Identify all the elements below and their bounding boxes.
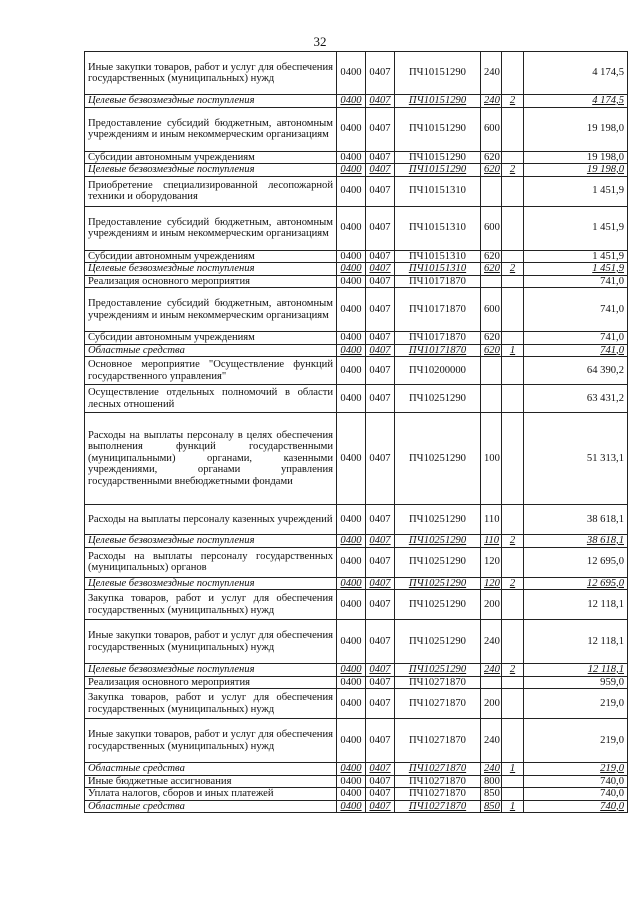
row-expense-type: 800: [481, 775, 502, 788]
row-target-article: ПЧ10271870: [395, 775, 481, 788]
row-source-code: [502, 676, 524, 689]
row-target-article: ПЧ10151290: [395, 95, 481, 108]
row-name: Расходы на выплаты персоналу в целях обеспечения выполнения функций государственными (муниципальными) органами, казенными учреждениями, органами управления государственными внебюджетными фондами: [85, 413, 337, 505]
row-amount: 63 431,2: [524, 385, 628, 413]
row-source-code: 1: [502, 344, 524, 357]
row-section: 0400: [337, 775, 366, 788]
row-amount: 12 695,0: [524, 577, 628, 590]
row-name: Иные закупки товаров, работ и услуг для обеспечения государственных (муниципальных) нужд: [85, 620, 337, 664]
row-amount: 741,0: [524, 288, 628, 332]
row-source-code: 2: [502, 577, 524, 590]
row-expense-type: 620: [481, 250, 502, 263]
row-source-code: 2: [502, 535, 524, 548]
row-amount: 1 451,9: [524, 176, 628, 206]
row-expense-type: 240: [481, 719, 502, 763]
row-section: 0400: [337, 719, 366, 763]
row-amount: 12 118,1: [524, 620, 628, 664]
row-source-code: [502, 413, 524, 505]
row-expense-type: [481, 176, 502, 206]
row-target-article: ПЧ10271870: [395, 719, 481, 763]
table-row: [85, 620, 628, 664]
row-source-code: 2: [502, 164, 524, 177]
row-target-article: ПЧ10251290: [395, 620, 481, 664]
row-section: 0400: [337, 151, 366, 164]
row-expense-type: [481, 357, 502, 385]
table-row: [85, 250, 628, 263]
row-source-code: [502, 620, 524, 664]
row-target-article: ПЧ10251290: [395, 577, 481, 590]
row-expense-type: 240: [481, 52, 502, 95]
table-row: [85, 107, 628, 151]
row-amount: 19 198,0: [524, 107, 628, 151]
row-subsection: 0407: [366, 719, 395, 763]
row-name: Областные средства: [85, 344, 337, 357]
row-amount: 38 618,1: [524, 505, 628, 535]
row-amount: 741,0: [524, 344, 628, 357]
row-section: 0400: [337, 288, 366, 332]
row-section: 0400: [337, 52, 366, 95]
table-row: [85, 505, 628, 535]
table-row: [85, 344, 628, 357]
table-row: [85, 151, 628, 164]
row-target-article: ПЧ10271870: [395, 676, 481, 689]
row-section: 0400: [337, 676, 366, 689]
table-row: [85, 275, 628, 288]
row-subsection: 0407: [366, 357, 395, 385]
row-section: 0400: [337, 357, 366, 385]
row-amount: 1 451,9: [524, 263, 628, 276]
row-section: 0400: [337, 763, 366, 776]
row-section: 0400: [337, 664, 366, 677]
row-subsection: 0407: [366, 52, 395, 95]
table-row: [85, 664, 628, 677]
table-row: [85, 763, 628, 776]
row-name: Расходы на выплаты персоналу государственных (муниципальных) органов: [85, 547, 337, 577]
row-subsection: 0407: [366, 151, 395, 164]
row-amount: 51 313,1: [524, 413, 628, 505]
row-section: 0400: [337, 577, 366, 590]
table-row: [85, 176, 628, 206]
table-row: [85, 332, 628, 345]
row-target-article: ПЧ10171870: [395, 275, 481, 288]
row-subsection: 0407: [366, 664, 395, 677]
row-amount: 740,0: [524, 775, 628, 788]
row-section: 0400: [337, 263, 366, 276]
row-name: Целевые безвозмездные поступления: [85, 164, 337, 177]
row-source-code: 2: [502, 95, 524, 108]
row-expense-type: 120: [481, 577, 502, 590]
row-subsection: 0407: [366, 676, 395, 689]
row-name: Иные бюджетные ассигнования: [85, 775, 337, 788]
row-name: Реализация основного мероприятия: [85, 676, 337, 689]
row-amount: 740,0: [524, 800, 628, 813]
row-target-article: ПЧ10271870: [395, 689, 481, 719]
row-source-code: [502, 385, 524, 413]
row-expense-type: 110: [481, 505, 502, 535]
row-subsection: 0407: [366, 775, 395, 788]
row-amount: 959,0: [524, 676, 628, 689]
row-source-code: [502, 332, 524, 345]
row-subsection: 0407: [366, 206, 395, 250]
row-target-article: ПЧ10251290: [395, 547, 481, 577]
row-expense-type: 200: [481, 590, 502, 620]
row-expense-type: 850: [481, 788, 502, 801]
row-expense-type: 850: [481, 800, 502, 813]
row-target-article: ПЧ10271870: [395, 800, 481, 813]
table-body: [85, 52, 628, 813]
row-subsection: 0407: [366, 577, 395, 590]
row-target-article: ПЧ10271870: [395, 763, 481, 776]
row-target-article: ПЧ10171870: [395, 332, 481, 345]
row-section: 0400: [337, 275, 366, 288]
row-section: 0400: [337, 176, 366, 206]
row-target-article: ПЧ10171870: [395, 288, 481, 332]
row-subsection: 0407: [366, 164, 395, 177]
row-source-code: [502, 288, 524, 332]
row-section: 0400: [337, 206, 366, 250]
row-target-article: ПЧ10151290: [395, 151, 481, 164]
row-target-article: ПЧ10151290: [395, 164, 481, 177]
table-row: [85, 95, 628, 108]
row-section: 0400: [337, 800, 366, 813]
row-expense-type: 110: [481, 535, 502, 548]
row-source-code: 1: [502, 800, 524, 813]
row-target-article: ПЧ10151290: [395, 52, 481, 95]
row-source-code: [502, 151, 524, 164]
row-section: 0400: [337, 332, 366, 345]
table-row: [85, 590, 628, 620]
row-expense-type: 240: [481, 664, 502, 677]
row-amount: 12 695,0: [524, 547, 628, 577]
row-target-article: ПЧ10200000: [395, 357, 481, 385]
row-name: Закупка товаров, работ и услуг для обеспечения государственных (муниципальных) нужд: [85, 590, 337, 620]
table-row: [85, 800, 628, 813]
row-source-code: [502, 107, 524, 151]
row-expense-type: 620: [481, 151, 502, 164]
row-amount: 1 451,9: [524, 250, 628, 263]
row-amount: 19 198,0: [524, 151, 628, 164]
row-subsection: 0407: [366, 275, 395, 288]
row-source-code: [502, 357, 524, 385]
table-row: [85, 719, 628, 763]
row-expense-type: 240: [481, 620, 502, 664]
row-name: Целевые безвозмездные поступления: [85, 664, 337, 677]
row-subsection: 0407: [366, 689, 395, 719]
row-amount: 38 618,1: [524, 535, 628, 548]
row-target-article: ПЧ10151290: [395, 107, 481, 151]
row-target-article: ПЧ10151310: [395, 263, 481, 276]
row-subsection: 0407: [366, 547, 395, 577]
row-amount: 741,0: [524, 275, 628, 288]
table-row: [85, 775, 628, 788]
row-section: 0400: [337, 164, 366, 177]
row-name: Приобретение специализированной лесопожарной техники и оборудования: [85, 176, 337, 206]
row-amount: 64 390,2: [524, 357, 628, 385]
row-expense-type: 100: [481, 413, 502, 505]
row-name: Предоставление субсидий бюджетным, автономным учреждениям и иным некоммерческим организациям: [85, 206, 337, 250]
row-section: 0400: [337, 344, 366, 357]
table-row: [85, 547, 628, 577]
table-row: [85, 689, 628, 719]
budget-table: [84, 51, 628, 813]
row-source-code: [502, 505, 524, 535]
row-source-code: 2: [502, 664, 524, 677]
row-section: 0400: [337, 689, 366, 719]
row-source-code: [502, 547, 524, 577]
row-amount: 1 451,9: [524, 206, 628, 250]
row-source-code: [502, 275, 524, 288]
row-name: Субсидии автономным учреждениям: [85, 151, 337, 164]
row-target-article: ПЧ10251290: [395, 413, 481, 505]
row-expense-type: 240: [481, 763, 502, 776]
row-subsection: 0407: [366, 176, 395, 206]
row-subsection: 0407: [366, 505, 395, 535]
row-name: Уплата налогов, сборов и иных платежей: [85, 788, 337, 801]
row-target-article: ПЧ10171870: [395, 344, 481, 357]
row-source-code: [502, 250, 524, 263]
row-amount: 12 118,1: [524, 664, 628, 677]
row-section: 0400: [337, 547, 366, 577]
row-expense-type: 600: [481, 288, 502, 332]
row-target-article: ПЧ10151310: [395, 206, 481, 250]
row-name: Целевые безвозмездные поступления: [85, 577, 337, 590]
row-amount: 219,0: [524, 719, 628, 763]
row-source-code: [502, 52, 524, 95]
row-name: Расходы на выплаты персоналу казенных учреждений: [85, 505, 337, 535]
row-section: 0400: [337, 250, 366, 263]
row-amount: 740,0: [524, 788, 628, 801]
row-expense-type: 600: [481, 206, 502, 250]
row-section: 0400: [337, 590, 366, 620]
row-name: Предоставление субсидий бюджетным, автономным учреждениям и иным некоммерческим организациям: [85, 288, 337, 332]
row-expense-type: 620: [481, 332, 502, 345]
row-source-code: [502, 689, 524, 719]
row-subsection: 0407: [366, 332, 395, 345]
row-subsection: 0407: [366, 288, 395, 332]
row-section: 0400: [337, 413, 366, 505]
row-subsection: 0407: [366, 344, 395, 357]
row-source-code: 2: [502, 263, 524, 276]
row-name: Иные закупки товаров, работ и услуг для обеспечения государственных (муниципальных) нужд: [85, 719, 337, 763]
table-row: [85, 385, 628, 413]
row-expense-type: 120: [481, 547, 502, 577]
row-subsection: 0407: [366, 413, 395, 505]
row-source-code: [502, 176, 524, 206]
row-target-article: ПЧ10251290: [395, 535, 481, 548]
row-name: Областные средства: [85, 763, 337, 776]
row-target-article: ПЧ10251290: [395, 590, 481, 620]
row-amount: 4 174,5: [524, 52, 628, 95]
row-name: Закупка товаров, работ и услуг для обеспечения государственных (муниципальных) нужд: [85, 689, 337, 719]
row-target-article: ПЧ10151310: [395, 250, 481, 263]
row-section: 0400: [337, 535, 366, 548]
row-name: Субсидии автономным учреждениям: [85, 332, 337, 345]
row-source-code: [502, 590, 524, 620]
row-subsection: 0407: [366, 590, 395, 620]
table-row: [85, 577, 628, 590]
row-name: Предоставление субсидий бюджетным, автономным учреждениям и иным некоммерческим организациям: [85, 107, 337, 151]
row-name: Субсидии автономным учреждениям: [85, 250, 337, 263]
row-subsection: 0407: [366, 107, 395, 151]
table-row: [85, 206, 628, 250]
row-name: Осуществление отдельных полномочий в области лесных отношений: [85, 385, 337, 413]
table-row: [85, 535, 628, 548]
row-expense-type: 620: [481, 164, 502, 177]
row-section: 0400: [337, 505, 366, 535]
row-subsection: 0407: [366, 250, 395, 263]
table-row: [85, 676, 628, 689]
row-source-code: [502, 788, 524, 801]
table-row: [85, 263, 628, 276]
row-name: Иные закупки товаров, работ и услуг для обеспечения государственных (муниципальных) нужд: [85, 52, 337, 95]
row-subsection: 0407: [366, 385, 395, 413]
row-name: Реализация основного мероприятия: [85, 275, 337, 288]
row-subsection: 0407: [366, 263, 395, 276]
table-row: [85, 52, 628, 95]
row-name: Основное мероприятие "Осуществление функций государственного управления": [85, 357, 337, 385]
row-source-code: 1: [502, 763, 524, 776]
table-row: [85, 164, 628, 177]
row-section: 0400: [337, 385, 366, 413]
row-amount: 219,0: [524, 763, 628, 776]
row-section: 0400: [337, 107, 366, 151]
row-expense-type: 620: [481, 263, 502, 276]
table-row: [85, 357, 628, 385]
page-number: 32: [313, 34, 327, 49]
row-expense-type: 620: [481, 344, 502, 357]
row-subsection: 0407: [366, 763, 395, 776]
row-amount: 219,0: [524, 689, 628, 719]
row-target-article: ПЧ10271870: [395, 788, 481, 801]
row-source-code: [502, 719, 524, 763]
table-row: [85, 788, 628, 801]
row-target-article: ПЧ10251290: [395, 385, 481, 413]
row-subsection: 0407: [366, 620, 395, 664]
row-name: Целевые безвозмездные поступления: [85, 535, 337, 548]
row-target-article: ПЧ10251290: [395, 505, 481, 535]
row-section: 0400: [337, 620, 366, 664]
row-expense-type: 600: [481, 107, 502, 151]
row-amount: 12 118,1: [524, 590, 628, 620]
row-source-code: [502, 775, 524, 788]
row-amount: 741,0: [524, 332, 628, 345]
row-expense-type: 200: [481, 689, 502, 719]
row-subsection: 0407: [366, 535, 395, 548]
row-name: Целевые безвозмездные поступления: [85, 263, 337, 276]
row-subsection: 0407: [366, 800, 395, 813]
table-row: [85, 413, 628, 505]
row-section: 0400: [337, 788, 366, 801]
row-amount: 4 174,5: [524, 95, 628, 108]
row-target-article: ПЧ10151310: [395, 176, 481, 206]
row-amount: 19 198,0: [524, 164, 628, 177]
row-subsection: 0407: [366, 788, 395, 801]
row-target-article: ПЧ10251290: [395, 664, 481, 677]
row-expense-type: [481, 676, 502, 689]
row-expense-type: 240: [481, 95, 502, 108]
row-section: 0400: [337, 95, 366, 108]
row-source-code: [502, 206, 524, 250]
row-subsection: 0407: [366, 95, 395, 108]
row-expense-type: [481, 275, 502, 288]
row-name: Областные средства: [85, 800, 337, 813]
row-name: Целевые безвозмездные поступления: [85, 95, 337, 108]
row-expense-type: [481, 385, 502, 413]
table-row: [85, 288, 628, 332]
